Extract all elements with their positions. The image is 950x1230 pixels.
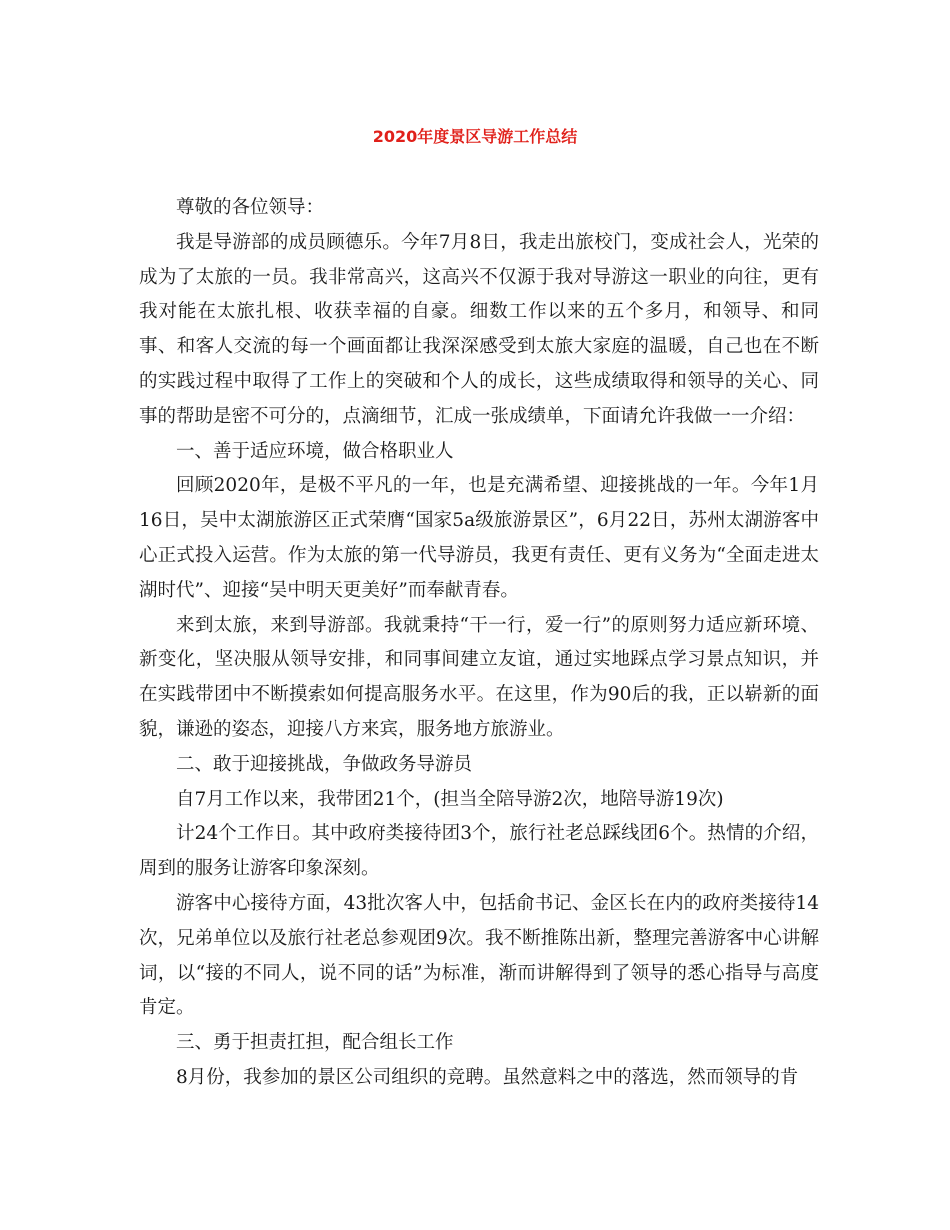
section-heading-2: 二、敢于迎接挑战，争做政务导游员 (176, 753, 473, 775)
paragraph-workdays: 计24个工作日。其中政府类接待团3个，旅行社老总踩线团6个。热情的介绍，周到的服务让游客印象深刻。 (139, 823, 819, 880)
paragraph-visitor-center: 游客中心接待方面，43批次客人中，包括俞书记、金区长在内的政府类接待14次，兄弟单位以及旅行社老总参观团9次。我不断推陈出新，整理完善游客中心讲解词，以“接的不同人，说不同的话”为标准，渐而讲解得到了领导的悉心指导与高度肯定。 (139, 892, 819, 1019)
paragraph-review: 回顾2020年，是极不平凡的一年，也是充满希望、迎接挑战的一年。今年1月16日，吴中太湖旅游区正式荣膺“国家5a级旅游景区”，6月22日，苏州太湖游客中心正式投入运营。作为太旅的第一代导游员，我更有责任、更有义务为“全面走进太湖时代”、迎接“吴中明天更美好”而奉献青春。 (139, 475, 819, 601)
document-body (139, 191, 819, 1096)
paragraph-adapt: 来到太旅，来到导游部。我就秉持“干一行，爱一行”的原则努力适应新环境、新变化，坚决服从领导安排，和同事间建立友谊，通过实地踩点学习景点知识，并在实践带团中不断摸索如何提高服务水平。在这里，作为90后的我，正以崭新的面貌，谦逊的姿态，迎接八方来宾，服务地方旅游业。 (139, 614, 819, 740)
section-heading-3: 三、勇于担责扛担，配合组长工作 (176, 1032, 454, 1054)
document-title: 2020年度景区导游工作总结 (372, 127, 578, 146)
paragraph-salutation: 尊敬的各位领导： (176, 197, 325, 218)
paragraph-tours: 自7月工作以来，我带团21个，(担当全陪导游2次，地陪导游19次) (176, 788, 724, 810)
paragraph-intro: 我是导游部的成员顾德乐。今年7月8日，我走出旅校门，变成社会人，光荣的成为了太旅的一员。我非常高兴，这高兴不仅源于我对导游这一职业的向往，更有我对能在太旅扎根、收获幸福的自豪。细数工作以来的五个多月，和领导、和同事、和客人交流的每一个画面都让我深深感受到太旅大家庭的温暖，自己也在不断的实践过程中取得了工作上的突破和个人的成长，这些成绩取得和领导的关心、同事的帮助是密不可分的，点滴细节，汇成一张成绩单，下面请允许我做一一介绍： (139, 231, 819, 427)
paragraph-competition: 8月份，我参加的景区公司组织的竞聘。虽然意料之中的落选，然而领导的肯 (176, 1066, 799, 1088)
section-heading-1: 一、善于适应环境，做合格职业人 (176, 440, 454, 462)
